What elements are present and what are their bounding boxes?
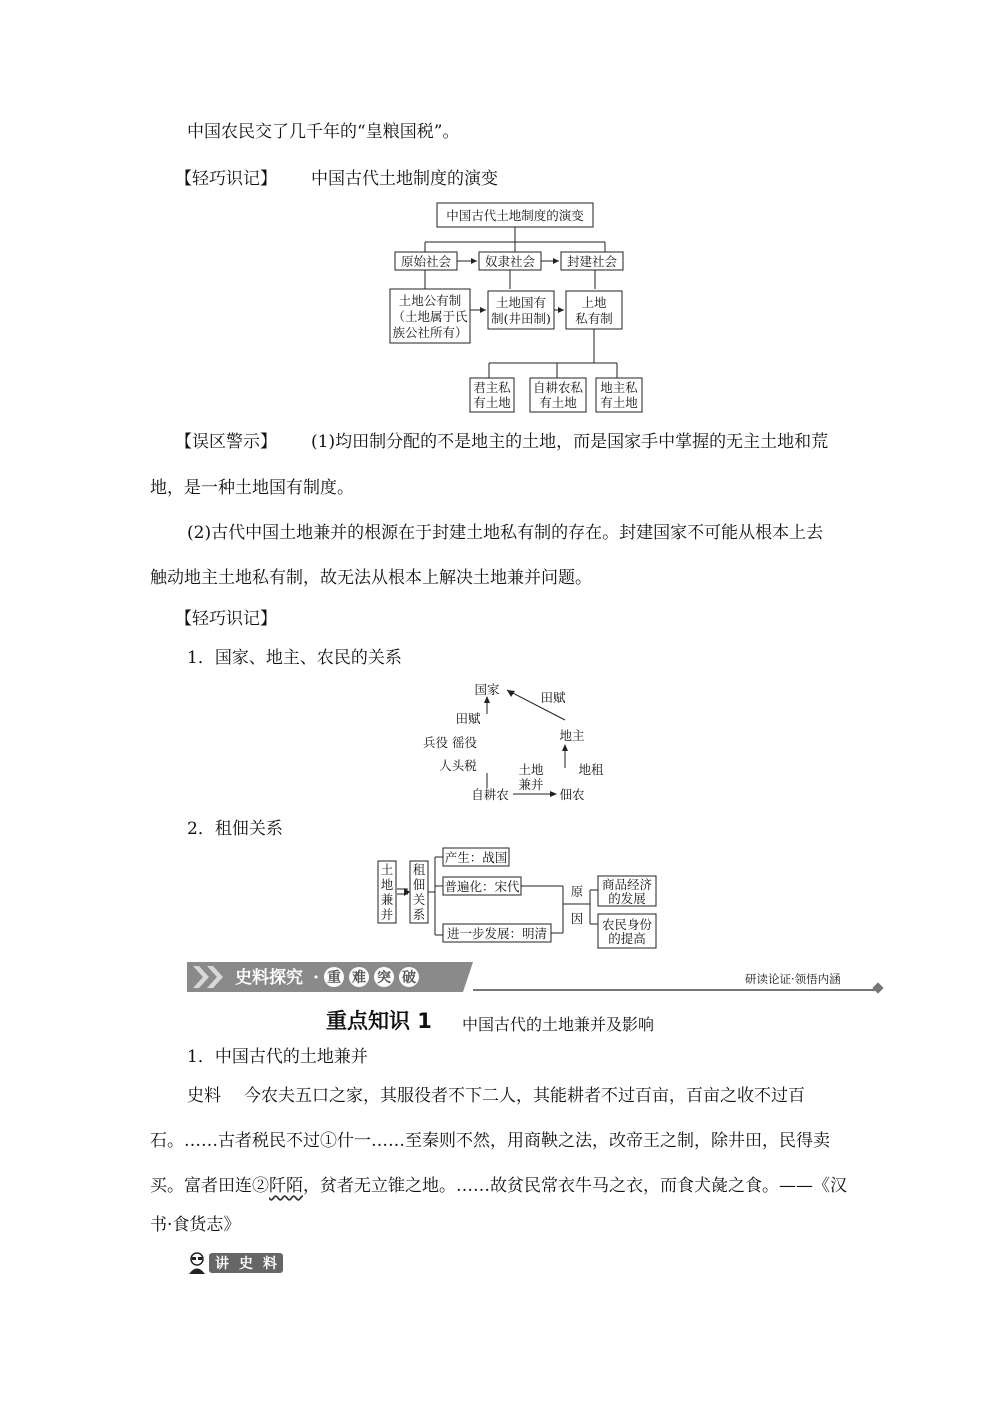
system-label: 私有制 (575, 311, 613, 326)
banner-rule (473, 989, 881, 991)
arrow-head (550, 791, 557, 797)
source-line (150, 1174, 847, 1198)
badge-char: 料 (263, 1256, 277, 1272)
arrow-head (562, 744, 568, 751)
vertical-label-tenancy: 系 (412, 907, 426, 922)
list-item: 2．租佃关系 (187, 819, 283, 839)
private-label: 地主私 (600, 380, 638, 395)
section-title: 中国古代土地制度的演变 (311, 169, 498, 189)
badge-char: 史 (239, 1256, 253, 1272)
banner-char: 破 (402, 970, 416, 986)
node-landlord: 地主 (559, 728, 585, 743)
source-text: 买。富者田连② (150, 1176, 269, 1196)
stage-label: 奴隶社会 (484, 254, 536, 269)
arrow-head (480, 307, 486, 313)
banner-title: 史料探究 (235, 968, 303, 988)
edge-label: 田赋 (455, 711, 481, 726)
stage-label: 原始社会 (400, 254, 452, 269)
source-line: 石。……古者税民不过①什一……至秦则不然，用商鞅之法，改帝王之制，除井田，民得卖 (150, 1131, 830, 1151)
vertical-label-land-annex: 土 (380, 862, 394, 877)
banner-char: 重 (327, 970, 341, 986)
misconception-p1-cont: 地，是一种土地国有制度。 (150, 478, 354, 498)
result-label: 的发展 (608, 891, 646, 906)
section-label: 【轻巧识记】 (175, 169, 277, 189)
private-label: 有土地 (473, 395, 511, 410)
private-label: 自耕农私 (532, 380, 584, 395)
banner-dot: · (313, 968, 319, 988)
vertical-label-land-annex: 兼 (380, 892, 394, 907)
misconception-p1: (1)均田制分配的不是地主的土地，而是国家手中掌握的无主土地和荒 (311, 432, 829, 452)
edge-label: 人头税 (439, 758, 477, 773)
vertical-label-tenancy: 租 (412, 862, 426, 877)
key-point-title: 重点知识 1 (326, 1009, 432, 1033)
list-item: 1．国家、地主、农民的关系 (187, 648, 402, 668)
stage-label: 产生：战国 (444, 850, 508, 865)
vertical-label-tenancy: 关 (412, 892, 426, 907)
edge-label: 土地 (518, 762, 544, 777)
banner-char: 难 (352, 970, 366, 986)
result-label: 的提高 (608, 931, 646, 946)
cause-label: 原 (570, 884, 584, 899)
result-label: 农民身份 (601, 917, 653, 932)
vertical-label-land-annex: 并 (380, 907, 394, 922)
banner-char: 突 (377, 970, 391, 986)
system-label: 土地国有 (495, 295, 547, 310)
relation-diagram (410, 678, 610, 808)
system-label: 上地 (581, 295, 607, 310)
land-system-diagram (385, 198, 665, 416)
badge-char: 讲 (215, 1256, 229, 1272)
diamond-icon (872, 982, 883, 993)
system-label: 土地公有制 (398, 293, 462, 308)
list-item: 1．中国古代的土地兼并 (187, 1047, 368, 1067)
private-label: 有土地 (600, 395, 638, 410)
source-line: 今农夫五口之家，其服役者不下二人，其能耕者不过百亩，百亩之收不过百 (244, 1086, 805, 1106)
arrow-head (484, 696, 490, 703)
edge-label: 田赋 (540, 690, 566, 705)
stage-label: 进一步发展：明清 (446, 926, 548, 941)
private-label: 君主私 (473, 380, 511, 395)
key-point-subtitle: 中国古代的土地兼并及影响 (462, 1015, 655, 1034)
arrow-head (558, 307, 564, 313)
node-state: 国家 (474, 682, 500, 697)
private-label: 有土地 (539, 395, 577, 410)
vertical-label-tenancy: 佃 (412, 877, 426, 892)
stage-label: 封建社会 (566, 254, 618, 269)
section-label: 【轻巧识记】 (175, 609, 277, 629)
cause-label: 因 (570, 911, 584, 926)
stage-label: 普遍化：宋代 (444, 879, 520, 894)
arrow-head (471, 258, 477, 264)
banner-right-text: 研读论证·领悟内涵 (745, 972, 841, 986)
edge-label: 兼并 (518, 777, 544, 792)
misconception-label: 【误区警示】 (175, 432, 277, 452)
edge-label: 兵役 徭役 (423, 735, 477, 750)
node-tenant: 佃农 (559, 787, 585, 802)
vertical-label-land-annex: 地 (380, 877, 394, 892)
intro-line: 中国农民交了几千年的“皇粮国税”。 (187, 122, 460, 142)
edge-label: 地租 (578, 762, 604, 777)
misconception-p2-cont: 触动地主土地私有制，故无法从根本上解决土地兼并问题。 (150, 568, 592, 588)
diagram-root-label: 中国古代土地制度的演变 (446, 208, 584, 223)
node-peasant: 自耕农 (471, 787, 509, 802)
result-label: 商品经济 (601, 877, 653, 892)
explain-badge (187, 1250, 287, 1276)
source-text: ，贫者无立锥之地。……故贫民常衣牛马之衣，而食犬彘之食。——《汉 (303, 1176, 847, 1196)
arrow-head (553, 258, 559, 264)
system-label: 制(井田制) (491, 311, 551, 326)
source-annotated-term: 阡陌 (269, 1176, 303, 1196)
system-label: 族公社所有） (392, 325, 468, 340)
misconception-p2: (2)古代中国土地兼并的根源在于封建土地私有制的存在。封建国家不可能从根本上去 (187, 523, 824, 543)
source-label: 史料 (187, 1086, 221, 1106)
tenancy-diagram (375, 842, 675, 954)
teacher-icon (189, 1253, 205, 1274)
section-banner (187, 962, 473, 992)
source-line: 书·食货志》 (150, 1215, 241, 1235)
system-label: （土地属于氏 (392, 309, 468, 324)
